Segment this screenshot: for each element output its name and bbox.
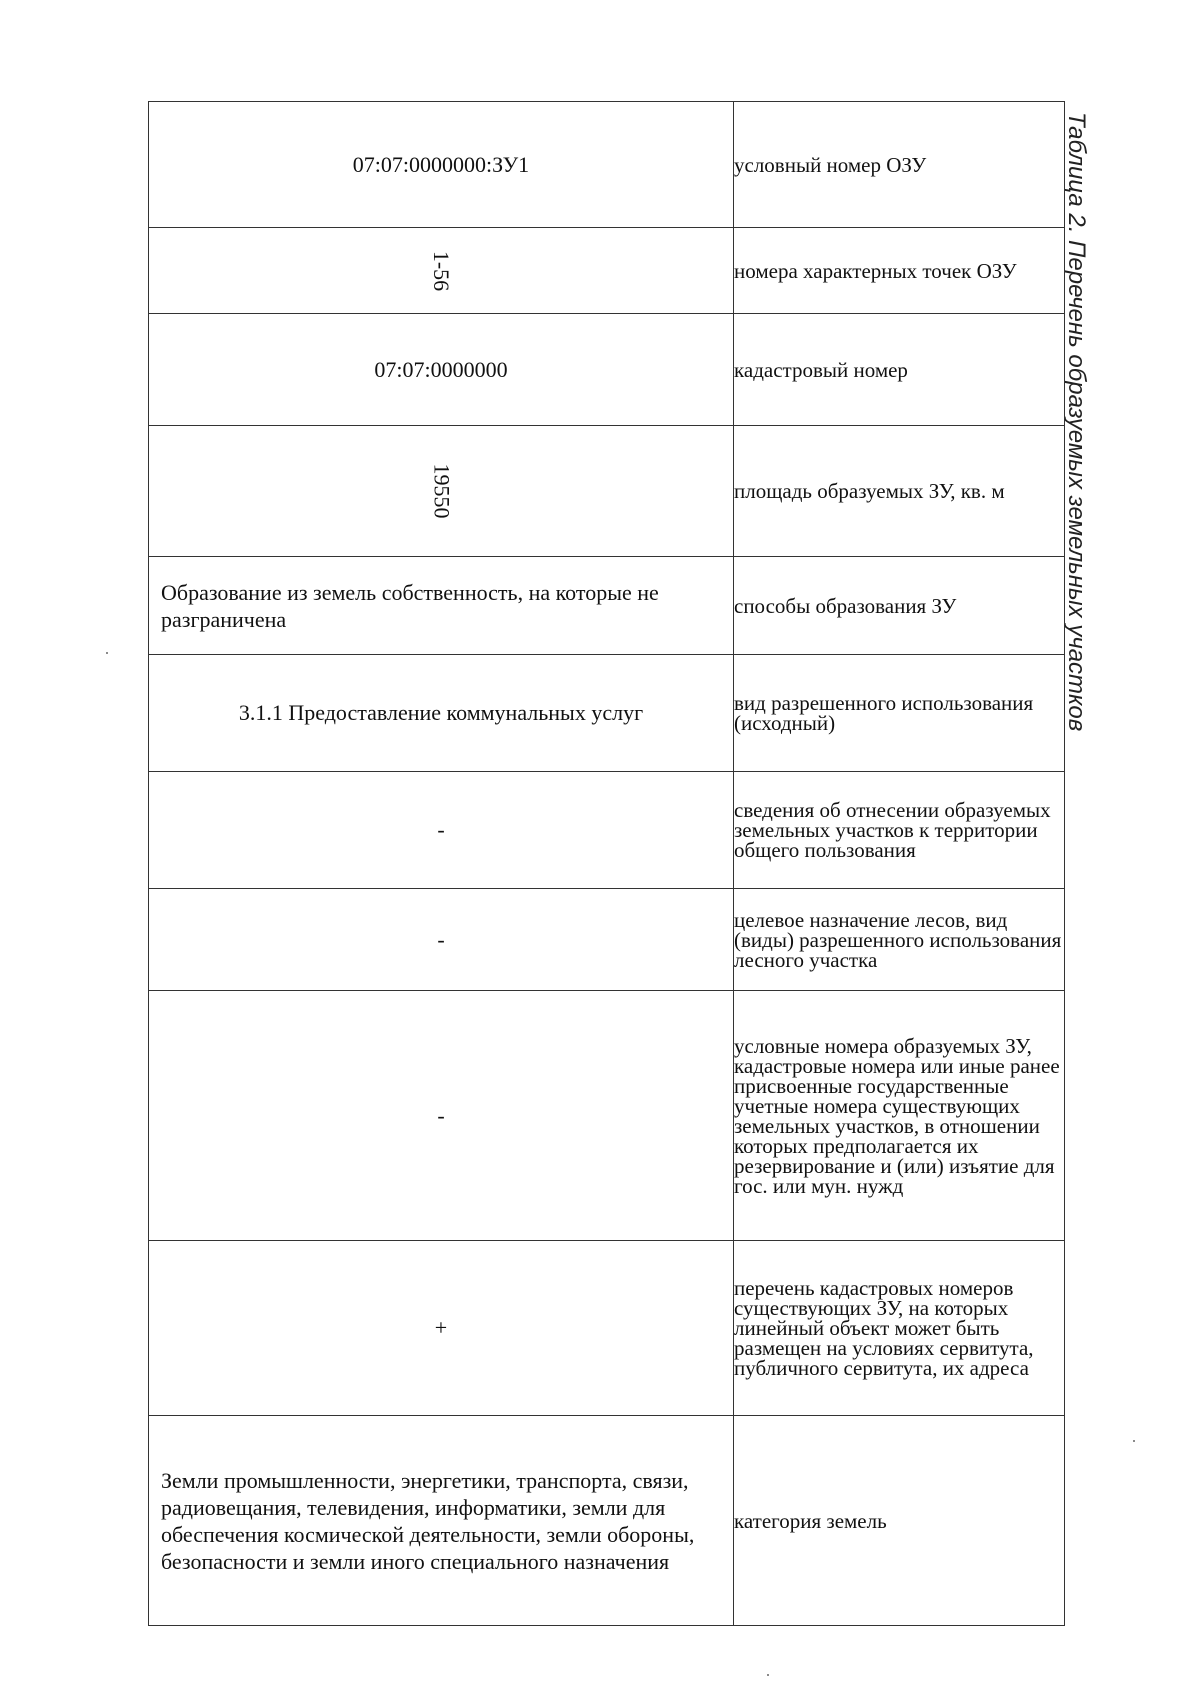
table-value-cell: 3.1.1 Предоставление коммунальных услуг bbox=[149, 655, 734, 772]
scan-speck bbox=[767, 1674, 769, 1676]
land-plots-table bbox=[148, 101, 1065, 1626]
table-label-cell: категория земель bbox=[734, 1416, 1065, 1626]
table-value-cell bbox=[149, 426, 734, 557]
rotated-value: 19550 bbox=[429, 463, 454, 519]
table-row bbox=[149, 228, 1065, 314]
table-row bbox=[149, 102, 1065, 228]
table-value-cell: Образование из земель собственность, на которые не разграничена bbox=[149, 557, 734, 655]
table-label-cell: условный номер ОЗУ bbox=[734, 102, 1065, 228]
table-label-cell: перечень кадастровых номеров существующих ЗУ, на которых линейный объект может быть размещен на условиях сервитута, публичного сервитута, их адреса bbox=[734, 1241, 1065, 1416]
table-row bbox=[149, 991, 1065, 1241]
table-row bbox=[149, 314, 1065, 426]
table-row bbox=[149, 426, 1065, 557]
table-row bbox=[149, 557, 1065, 655]
table-label-cell: кадастровый номер bbox=[734, 314, 1065, 426]
table-value-cell: - bbox=[149, 889, 734, 991]
table-caption: Таблица 2. Перечень образуемых земельных участков bbox=[1063, 112, 1090, 732]
rotated-value: 1-56 bbox=[428, 250, 454, 291]
scan-speck bbox=[1133, 1440, 1135, 1442]
table-value-cell: + bbox=[149, 1241, 734, 1416]
table-row bbox=[149, 1241, 1065, 1416]
table-value-cell: 07:07:0000000 bbox=[149, 314, 734, 426]
table-label-cell: целевое назначение лесов, вид (виды) разрешенного использования лесного участка bbox=[734, 889, 1065, 991]
table-value-cell: 07:07:0000000:ЗУ1 bbox=[149, 102, 734, 228]
table-row bbox=[149, 889, 1065, 991]
table-value-cell: Земли промышленности, энергетики, транспорта, связи, радиовещания, телевидения, информатики, земли для обеспечения космической деятельности, земли обороны, безопасности и земли иного специального назначения bbox=[149, 1416, 734, 1626]
table-label-cell: вид разрешенного использования (исходный) bbox=[734, 655, 1065, 772]
table-value-cell: - bbox=[149, 772, 734, 889]
scan-speck bbox=[106, 652, 108, 654]
table-label-cell: сведения об отнесении образуемых земельных участков к территории общего пользования bbox=[734, 772, 1065, 889]
table-value-cell bbox=[149, 228, 734, 314]
table-row bbox=[149, 772, 1065, 889]
table-row bbox=[149, 655, 1065, 772]
table-value-cell: - bbox=[149, 991, 734, 1241]
table-row bbox=[149, 1416, 1065, 1626]
table-label-cell: площадь образуемых ЗУ, кв. м bbox=[734, 426, 1065, 557]
table-label-cell: способы образования ЗУ bbox=[734, 557, 1065, 655]
table-label-cell: условные номера образуемых ЗУ, кадастровые номера или иные ранее присвоенные государственные учетные номера существующих земельных участков, в отношении которых предполагается их резервирование и (или) изъятие для гос. или мун. нужд bbox=[734, 991, 1065, 1241]
table-label-cell: номера характерных точек ОЗУ bbox=[734, 228, 1065, 314]
